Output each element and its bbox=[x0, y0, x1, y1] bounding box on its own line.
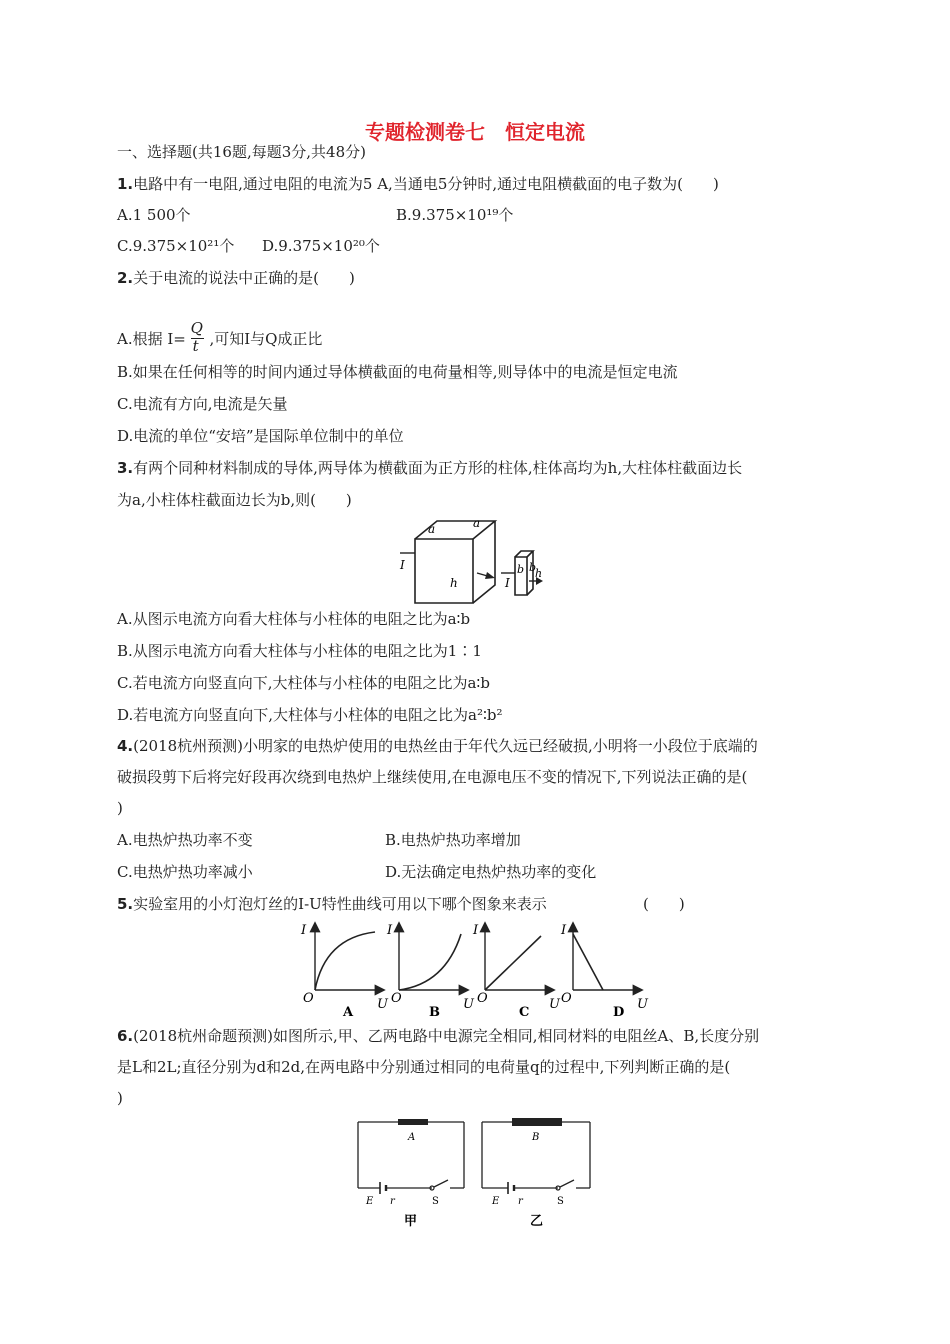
graph-c bbox=[472, 923, 561, 1020]
q4-option-d: D.无法确定电热炉热功率的变化 bbox=[385, 863, 597, 881]
question-6-cont: ) bbox=[117, 1089, 123, 1107]
graph-label: A bbox=[343, 1005, 354, 1020]
straight-line bbox=[485, 936, 541, 990]
option-text: A.根据 I= bbox=[117, 330, 186, 348]
axis-label-u: U bbox=[549, 997, 560, 1012]
graph-d bbox=[560, 923, 649, 1020]
question-1 bbox=[117, 174, 719, 194]
internal-resistance-label: r bbox=[518, 1196, 523, 1207]
question-6 bbox=[117, 1026, 759, 1046]
graph-label: D bbox=[613, 1005, 625, 1020]
question-stem: 关于电流的说法中正确的是( ) bbox=[133, 269, 355, 287]
circuit-figure bbox=[352, 1112, 597, 1230]
q1-option-c: C.9.375×10²¹个 bbox=[117, 237, 235, 255]
question-4 bbox=[117, 736, 758, 756]
axis-label-i: I bbox=[301, 923, 307, 938]
q2-option-a bbox=[117, 319, 323, 355]
circuit-caption: 乙 bbox=[530, 1214, 544, 1229]
origin-label: O bbox=[561, 991, 572, 1006]
curve-concave-down bbox=[315, 932, 375, 990]
label-h: h bbox=[535, 567, 543, 580]
switch-blade bbox=[434, 1180, 448, 1187]
q3-option-a: A.从图示电流方向看大柱体与小柱体的电阻之比为a∶b bbox=[117, 610, 471, 628]
q4-option-c: C.电热炉热功率减小 bbox=[117, 863, 253, 881]
conductor-figure bbox=[395, 515, 545, 609]
graph-a bbox=[300, 923, 389, 1020]
iu-graphs bbox=[295, 918, 675, 1020]
label-a: a bbox=[428, 522, 436, 536]
axis-label-i: I bbox=[561, 923, 567, 938]
circuit-caption: 甲 bbox=[404, 1214, 418, 1229]
resistor-label: A bbox=[408, 1132, 416, 1143]
question-3-cont: 为a,小柱体柱截面边长为b,则( ) bbox=[117, 491, 352, 509]
resistor-a bbox=[398, 1119, 428, 1125]
q2-option-d: D.电流的单位“安培”是国际单位制中的单位 bbox=[117, 427, 404, 445]
answer-paren: ( ) bbox=[643, 895, 685, 913]
question-stem: (2018杭州命题预测)如图所示,甲、乙两电路中电源完全相同,相同材料的电阻丝A、B,长度分别 bbox=[133, 1027, 760, 1045]
q3-option-d: D.若电流方向竖直向下,大柱体与小柱体的电阻之比为a²∶b² bbox=[117, 706, 503, 724]
graph-b bbox=[386, 923, 475, 1020]
q1-option-b: B.9.375×10¹⁹个 bbox=[396, 206, 514, 224]
switch-blade bbox=[560, 1180, 574, 1187]
axis-label-u: U bbox=[377, 997, 388, 1012]
origin-label: O bbox=[303, 991, 314, 1006]
question-stem: 有两个同种材料制成的导体,两导体为横截面为正方形的柱体,柱体高均为h,大柱体柱截面边长 bbox=[133, 459, 743, 477]
axis-label-i: I bbox=[473, 923, 479, 938]
label-current: I bbox=[400, 558, 405, 572]
fraction-numerator: Q bbox=[190, 319, 203, 337]
question-stem: 实验室用的小灯泡灯丝的I-U特性曲线可用以下哪个图象来表示 bbox=[133, 895, 547, 913]
falling-line bbox=[573, 934, 603, 990]
resistor-label: B bbox=[532, 1132, 540, 1143]
q4-option-b: B.电热炉热功率增加 bbox=[385, 831, 521, 849]
fraction-denominator: t bbox=[192, 337, 199, 355]
switch-label: S bbox=[557, 1196, 564, 1207]
graph-label: C bbox=[519, 1005, 530, 1020]
question-number: 4. bbox=[117, 737, 134, 755]
axis-label-u: U bbox=[463, 997, 474, 1012]
axis-label-u: U bbox=[637, 997, 648, 1012]
q4-option-a: A.电热炉热功率不变 bbox=[117, 831, 253, 849]
question-stem: (2018杭州预测)小明家的电热炉使用的电热丝由于年代久远已经破损,小明将一小段位于底端的 bbox=[133, 737, 758, 755]
page-title: 专题检测卷七 恒定电流 bbox=[365, 120, 585, 144]
label-current: I bbox=[505, 576, 510, 590]
label-h: h bbox=[450, 576, 458, 590]
internal-resistance-label: r bbox=[390, 1196, 395, 1207]
question-3 bbox=[117, 458, 742, 478]
q3-option-b: B.从图示电流方向看大柱体与小柱体的电阻之比为1∶1 bbox=[117, 642, 482, 660]
resistor-b bbox=[512, 1118, 562, 1126]
question-4-cont: ) bbox=[117, 799, 123, 817]
origin-label: O bbox=[391, 991, 402, 1006]
question-6-cont: 是L和2L;直径分别为d和2d,在两电路中分别通过相同的电荷量q的过程中,下列判断正确的是( bbox=[117, 1058, 731, 1076]
label-a: a bbox=[473, 516, 481, 530]
question-number: 2. bbox=[117, 269, 134, 287]
graph-label: B bbox=[429, 1005, 440, 1020]
question-number: 3. bbox=[117, 459, 134, 477]
question-5 bbox=[117, 894, 547, 914]
option-text: ,可知I与Q成正比 bbox=[209, 330, 323, 348]
question-2 bbox=[117, 268, 355, 288]
origin-label: O bbox=[477, 991, 488, 1006]
question-number: 1. bbox=[117, 175, 134, 193]
q2-option-c: C.电流有方向,电流是矢量 bbox=[117, 395, 288, 413]
question-number: 5. bbox=[117, 895, 134, 913]
q1-option-d: D.9.375×10²⁰个 bbox=[262, 237, 380, 255]
question-stem: 电路中有一电阻,通过电阻的电流为5 A,当通电5分钟时,通过电阻横截面的电子数为( ) bbox=[133, 175, 719, 193]
question-number: 6. bbox=[117, 1027, 134, 1045]
label-b: b bbox=[517, 563, 525, 576]
axis-label-i: I bbox=[387, 923, 393, 938]
question-4-cont: 破损段剪下后将完好段再次绕到电热炉上继续使用,在电源电压不变的情况下,下列说法正确的是( bbox=[117, 768, 748, 786]
curve-concave-up bbox=[399, 934, 461, 990]
emf-label: E bbox=[492, 1196, 500, 1207]
label-b: b bbox=[529, 561, 537, 574]
q3-option-c: C.若电流方向竖直向下,大柱体与小柱体的电阻之比为a∶b bbox=[117, 674, 490, 692]
switch-label: S bbox=[432, 1196, 439, 1207]
emf-label: E bbox=[366, 1196, 374, 1207]
q1-option-a: A.1 500个 bbox=[117, 206, 191, 224]
q2-option-b: B.如果在任何相等的时间内通过导体横截面的电荷量相等,则导体中的电流是恒定电流 bbox=[117, 363, 678, 381]
section-heading: 一、选择题(共16题,每题3分,共48分) bbox=[117, 143, 366, 161]
